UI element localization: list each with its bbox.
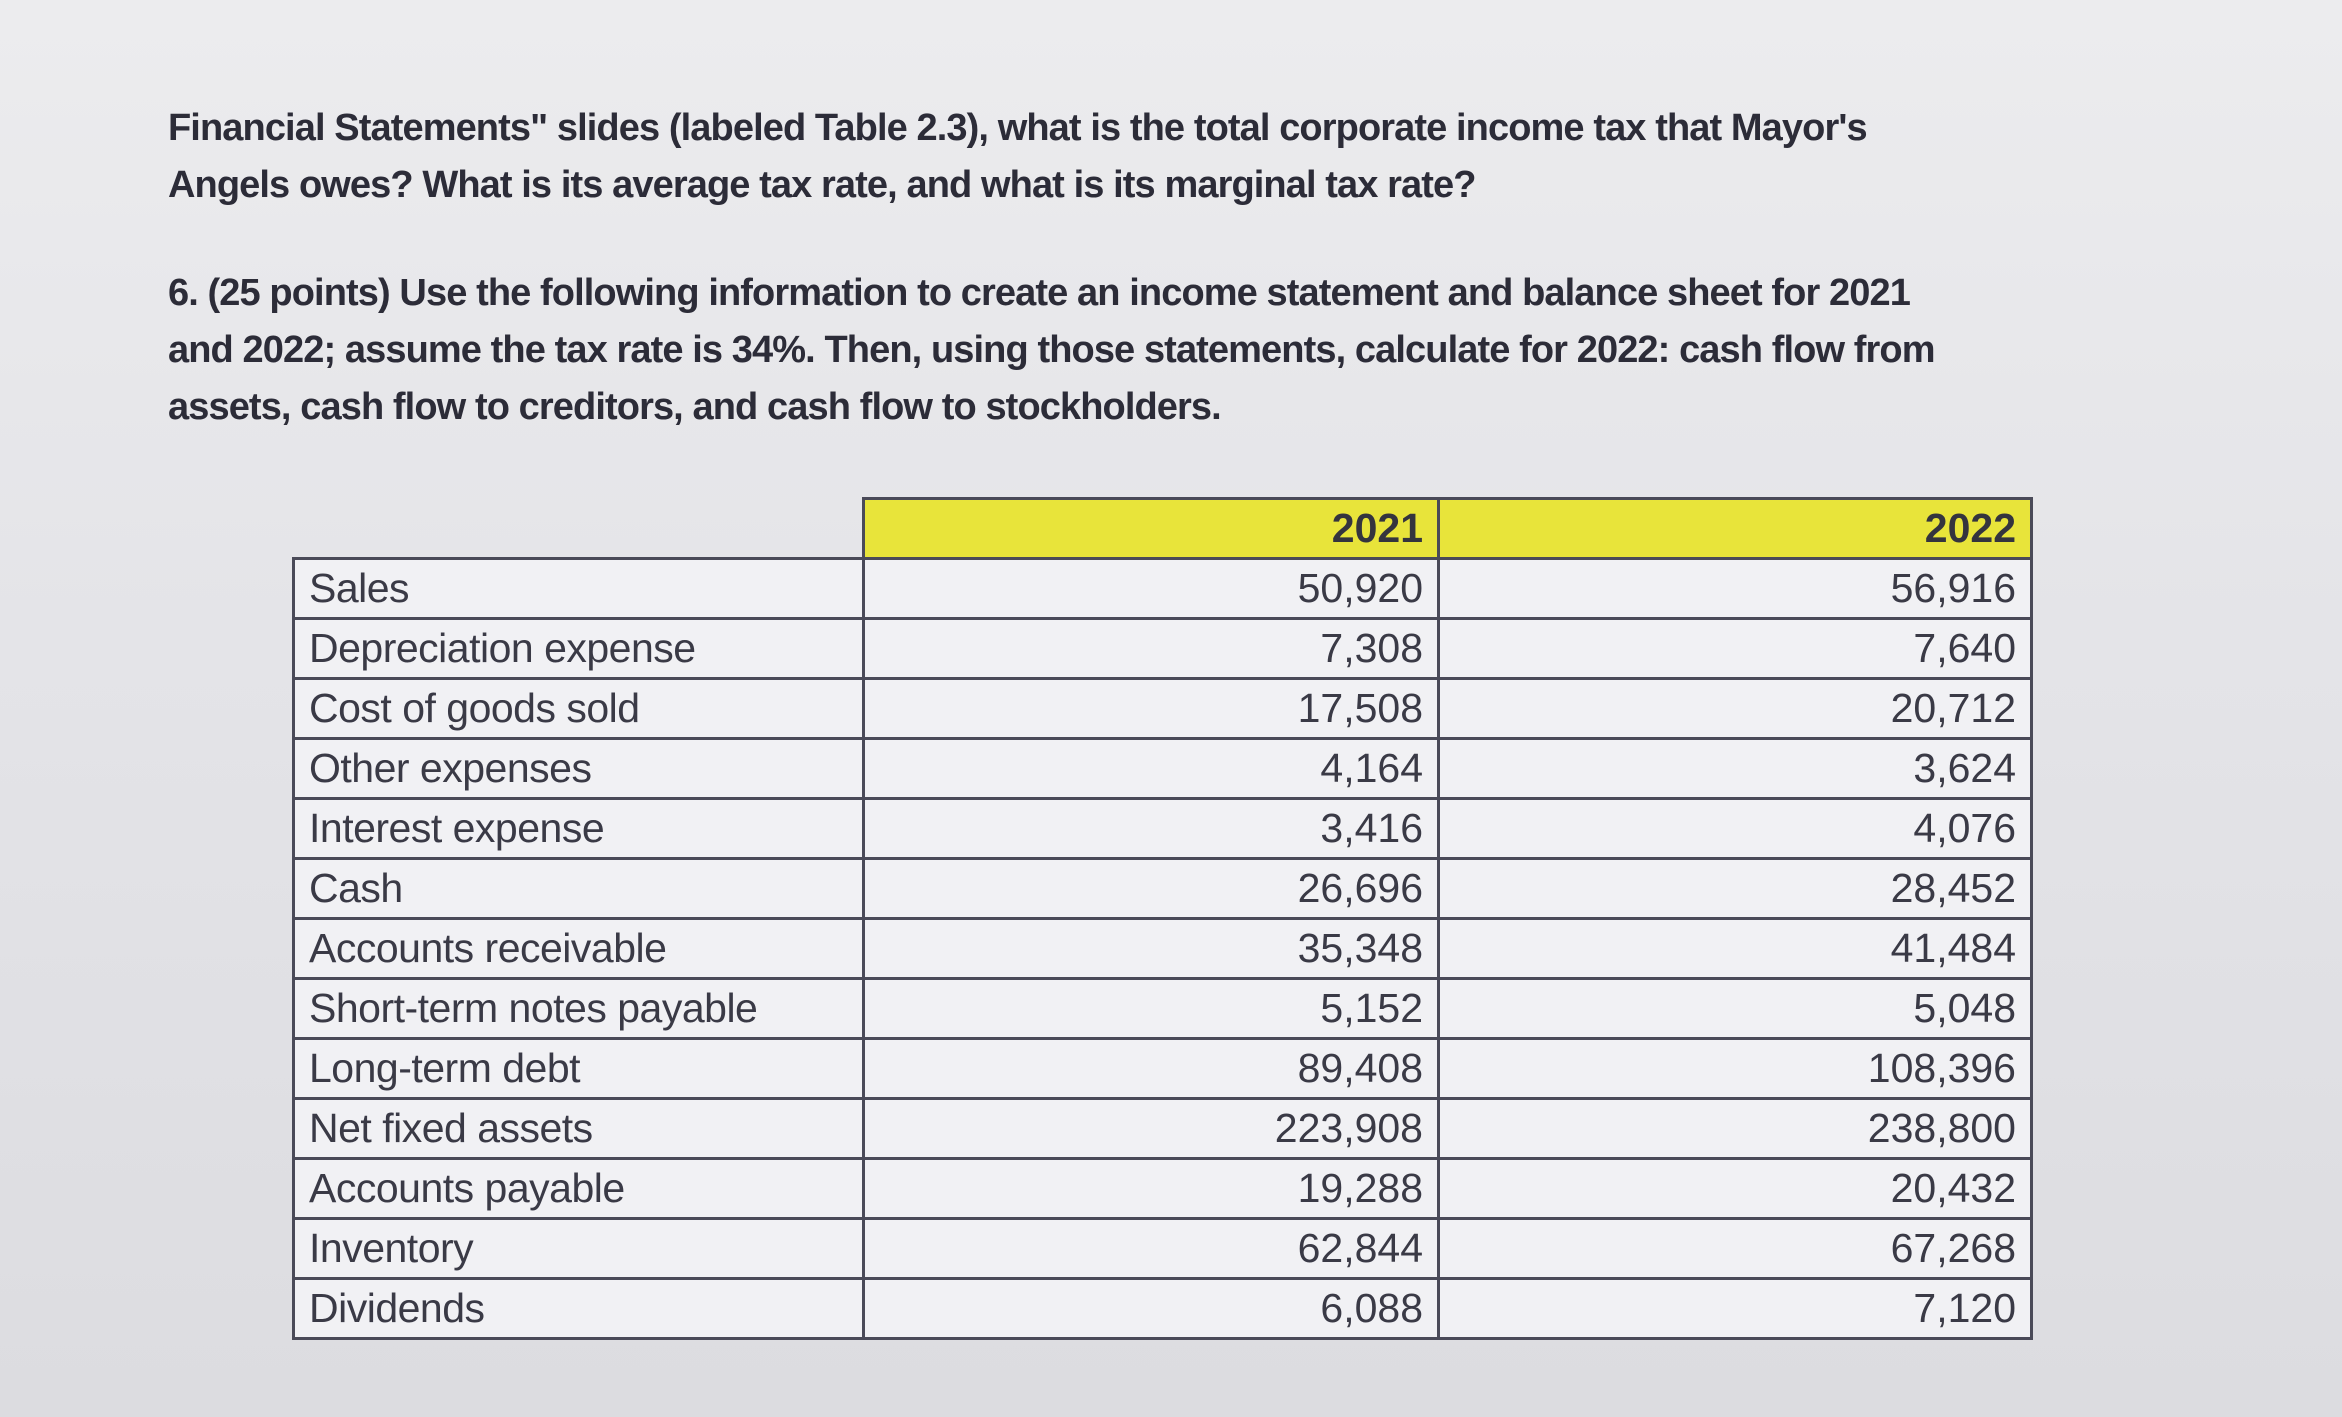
value-2021: 19,288 bbox=[864, 1159, 1439, 1219]
row-label: Net fixed assets bbox=[294, 1099, 864, 1159]
question-6-line-3: assets, cash flow to creditors, and cash flow to stockholders. bbox=[168, 386, 1221, 428]
table-row bbox=[294, 739, 2032, 799]
value-2022: 67,268 bbox=[1439, 1219, 2032, 1279]
question-6-line-2: and 2022; assume the tax rate is 34%. Then, using those statements, calculate for 2022: cash flow from bbox=[168, 329, 1935, 371]
table-row bbox=[294, 1279, 2032, 1339]
table-row bbox=[294, 1159, 2032, 1219]
question-5-line-1: Financial Statements" slides (labeled Table 2.3), what is the total corporate income tax that Mayor's bbox=[168, 107, 1867, 149]
table-row bbox=[294, 559, 2032, 619]
table-row bbox=[294, 919, 2032, 979]
question-6-line-1: 6. (25 points) Use the following information to create an income statement and balance sheet for 2021 bbox=[168, 272, 1910, 314]
table-row bbox=[294, 859, 2032, 919]
row-label: Accounts payable bbox=[294, 1159, 864, 1219]
financial-data-table bbox=[292, 497, 2033, 1340]
value-2021: 17,508 bbox=[864, 679, 1439, 739]
row-label: Other expenses bbox=[294, 739, 864, 799]
value-2021: 3,416 bbox=[864, 799, 1439, 859]
value-2022: 238,800 bbox=[1439, 1099, 2032, 1159]
question-5-text bbox=[168, 100, 2168, 214]
value-2021: 89,408 bbox=[864, 1039, 1439, 1099]
value-2022: 3,624 bbox=[1439, 739, 2032, 799]
header-year-2021: 2021 bbox=[864, 499, 1439, 559]
value-2022: 7,640 bbox=[1439, 619, 2032, 679]
value-2021: 35,348 bbox=[864, 919, 1439, 979]
table-row bbox=[294, 679, 2032, 739]
value-2021: 5,152 bbox=[864, 979, 1439, 1039]
row-label: Cash bbox=[294, 859, 864, 919]
value-2022: 41,484 bbox=[1439, 919, 2032, 979]
value-2021: 6,088 bbox=[864, 1279, 1439, 1339]
table-row bbox=[294, 979, 2032, 1039]
table-header-row bbox=[294, 499, 2032, 559]
table-row bbox=[294, 799, 2032, 859]
row-label: Accounts receivable bbox=[294, 919, 864, 979]
row-label: Interest expense bbox=[294, 799, 864, 859]
row-label: Dividends bbox=[294, 1279, 864, 1339]
row-label: Sales bbox=[294, 559, 864, 619]
table-row bbox=[294, 1099, 2032, 1159]
value-2022: 28,452 bbox=[1439, 859, 2032, 919]
value-2022: 7,120 bbox=[1439, 1279, 2032, 1339]
table-row bbox=[294, 619, 2032, 679]
value-2021: 7,308 bbox=[864, 619, 1439, 679]
value-2022: 20,432 bbox=[1439, 1159, 2032, 1219]
value-2021: 4,164 bbox=[864, 739, 1439, 799]
value-2021: 50,920 bbox=[864, 559, 1439, 619]
row-label: Inventory bbox=[294, 1219, 864, 1279]
row-label: Cost of goods sold bbox=[294, 679, 864, 739]
question-5-line-2: Angels owes? What is its average tax rate, and what is its marginal tax rate? bbox=[168, 164, 1476, 206]
header-year-2022: 2022 bbox=[1439, 499, 2032, 559]
value-2021: 223,908 bbox=[864, 1099, 1439, 1159]
table-body bbox=[294, 559, 2032, 1339]
row-label: Short-term notes payable bbox=[294, 979, 864, 1039]
row-label: Long-term debt bbox=[294, 1039, 864, 1099]
table-row bbox=[294, 1219, 2032, 1279]
value-2022: 56,916 bbox=[1439, 559, 2032, 619]
row-label: Depreciation expense bbox=[294, 619, 864, 679]
value-2022: 108,396 bbox=[1439, 1039, 2032, 1099]
value-2021: 62,844 bbox=[864, 1219, 1439, 1279]
value-2022: 5,048 bbox=[1439, 979, 2032, 1039]
value-2021: 26,696 bbox=[864, 859, 1439, 919]
header-blank-cell bbox=[294, 499, 864, 559]
question-6-text bbox=[168, 265, 2168, 436]
table-row bbox=[294, 1039, 2032, 1099]
value-2022: 20,712 bbox=[1439, 679, 2032, 739]
value-2022: 4,076 bbox=[1439, 799, 2032, 859]
